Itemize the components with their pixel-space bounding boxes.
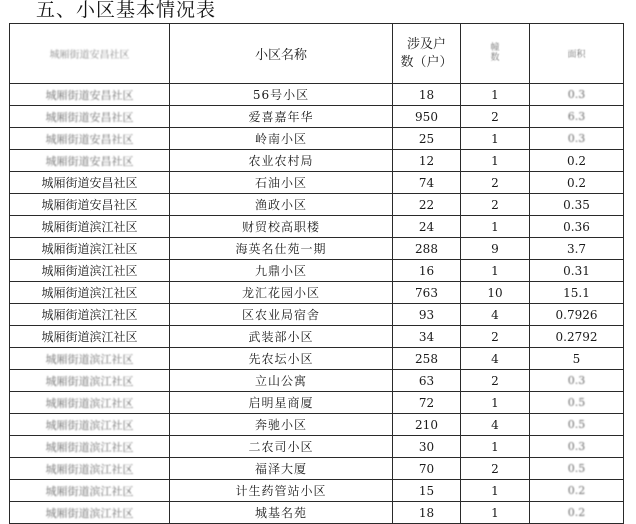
cell-area: 6.3: [530, 106, 624, 128]
cell-buildings: 1: [461, 128, 530, 150]
table-row: [10, 172, 624, 194]
cell-households: 25: [393, 128, 461, 150]
header-households: 涉及户 数（户）: [393, 24, 461, 84]
page-title: 五、小区基本情况表: [36, 0, 217, 21]
cell-households: 18: [393, 502, 461, 524]
cell-households: 18: [393, 84, 461, 106]
cell-area: 0.2: [530, 502, 624, 524]
cell-community: 城厢街道滨江社区: [10, 216, 170, 238]
cell-buildings: 2: [461, 370, 530, 392]
cell-area: 0.2: [530, 150, 624, 172]
table-row: [10, 84, 624, 106]
cell-buildings: 1: [461, 502, 530, 524]
table-row: [10, 194, 624, 216]
cell-area: 0.2: [530, 480, 624, 502]
cell-community: 城厢街道滨江社区: [10, 304, 170, 326]
cell-name: 石油小区: [170, 172, 393, 194]
cell-name: 二农司小区: [170, 436, 393, 458]
cell-area: 0.3: [530, 84, 624, 106]
cell-community: 城厢街道滨江社区: [10, 414, 170, 436]
table-row: [10, 128, 624, 150]
table-row: [10, 414, 624, 436]
cell-community: 城厢街道滨江社区: [10, 392, 170, 414]
cell-buildings: 1: [461, 436, 530, 458]
cell-area: 0.7926: [530, 304, 624, 326]
cell-name: 城基名苑: [170, 502, 393, 524]
cell-buildings: 1: [461, 392, 530, 414]
cell-community: 城厢街道安昌社区: [10, 106, 170, 128]
cell-households: 63: [393, 370, 461, 392]
cell-name: 56号小区: [170, 84, 393, 106]
cell-name: 海英名仕苑一期: [170, 238, 393, 260]
table-row: [10, 150, 624, 172]
table-row: [10, 216, 624, 238]
cell-buildings: 2: [461, 106, 530, 128]
cell-community: 城厢街道滨江社区: [10, 326, 170, 348]
cell-buildings: 1: [461, 84, 530, 106]
cell-households: 258: [393, 348, 461, 370]
cell-households: 70: [393, 458, 461, 480]
cell-community: 城厢街道安昌社区: [10, 172, 170, 194]
cell-name: 计生药管站小区: [170, 480, 393, 502]
cell-name: 先农坛小区: [170, 348, 393, 370]
cell-households: 74: [393, 172, 461, 194]
cell-area: 0.2792: [530, 326, 624, 348]
cell-area: 0.5: [530, 414, 624, 436]
cell-households: 34: [393, 326, 461, 348]
cell-area: 0.36: [530, 216, 624, 238]
table-row: [10, 348, 624, 370]
cell-buildings: 1: [461, 260, 530, 282]
cell-buildings: 1: [461, 480, 530, 502]
table-row: [10, 326, 624, 348]
cell-households: 30: [393, 436, 461, 458]
cell-community: 城厢街道滨江社区: [10, 370, 170, 392]
cell-households: 15: [393, 480, 461, 502]
cell-area: 0.3: [530, 436, 624, 458]
table-row: [10, 282, 624, 304]
cell-name: 福泽大厦: [170, 458, 393, 480]
table-row: [10, 436, 624, 458]
cell-area: 0.35: [530, 194, 624, 216]
table-row: [10, 392, 624, 414]
cell-buildings: 1: [461, 216, 530, 238]
cell-name: 农业农村局: [170, 150, 393, 172]
cell-name: 爱喜嘉年华: [170, 106, 393, 128]
cell-buildings: 2: [461, 172, 530, 194]
cell-area: 15.1: [530, 282, 624, 304]
cell-households: 288: [393, 238, 461, 260]
cell-community: 城厢街道滨江社区: [10, 238, 170, 260]
cell-name: 武装部小区: [170, 326, 393, 348]
cell-community: 城厢街道安昌社区: [10, 194, 170, 216]
cell-area: 0.5: [530, 458, 624, 480]
header-area: 面积: [530, 24, 624, 84]
header-name: 小区名称: [170, 24, 393, 84]
cell-area: 0.31: [530, 260, 624, 282]
table-body: [10, 84, 624, 524]
cell-buildings: 4: [461, 348, 530, 370]
table-row: [10, 480, 624, 502]
table-row: [10, 458, 624, 480]
table-row: [10, 260, 624, 282]
cell-buildings: 2: [461, 194, 530, 216]
cell-area: 0.2: [530, 172, 624, 194]
header-buildings: 幢数: [461, 24, 530, 84]
cell-community: 城厢街道滨江社区: [10, 458, 170, 480]
cell-name: 九鼎小区: [170, 260, 393, 282]
cell-households: 72: [393, 392, 461, 414]
cell-area: 3.7: [530, 238, 624, 260]
cell-households: 24: [393, 216, 461, 238]
cell-households: 12: [393, 150, 461, 172]
cell-households: 950: [393, 106, 461, 128]
cell-community: 城厢街道滨江社区: [10, 260, 170, 282]
community-table-container: [9, 23, 623, 524]
cell-households: 93: [393, 304, 461, 326]
cell-community: 城厢街道滨江社区: [10, 282, 170, 304]
cell-buildings: 10: [461, 282, 530, 304]
cell-buildings: 4: [461, 304, 530, 326]
cell-buildings: 4: [461, 414, 530, 436]
cell-area: 5: [530, 348, 624, 370]
cell-buildings: 2: [461, 326, 530, 348]
cell-name: 立山公寓: [170, 370, 393, 392]
cell-community: 城厢街道安昌社区: [10, 84, 170, 106]
cell-name: 奔驰小区: [170, 414, 393, 436]
cell-buildings: 1: [461, 150, 530, 172]
cell-area: 0.3: [530, 128, 624, 150]
cell-buildings: 2: [461, 458, 530, 480]
table-row: [10, 304, 624, 326]
cell-name: 财贸校高职楼: [170, 216, 393, 238]
community-table: [9, 23, 624, 524]
header-community: 城厢街道安昌社区: [10, 24, 170, 84]
cell-name: 渔政小区: [170, 194, 393, 216]
cell-name: 启明星商厦: [170, 392, 393, 414]
cell-community: 城厢街道滨江社区: [10, 436, 170, 458]
cell-area: 0.3: [530, 370, 624, 392]
table-row: [10, 370, 624, 392]
cell-households: 210: [393, 414, 461, 436]
cell-households: 763: [393, 282, 461, 304]
table-row: [10, 106, 624, 128]
cell-community: 城厢街道滨江社区: [10, 348, 170, 370]
cell-name: 岭南小区: [170, 128, 393, 150]
cell-community: 城厢街道滨江社区: [10, 480, 170, 502]
table-header-row: [10, 24, 624, 84]
cell-households: 22: [393, 194, 461, 216]
cell-buildings: 9: [461, 238, 530, 260]
cell-households: 16: [393, 260, 461, 282]
table-row: [10, 502, 624, 524]
cell-community: 城厢街道安昌社区: [10, 150, 170, 172]
cell-area: 0.5: [530, 392, 624, 414]
cell-name: 龙汇花园小区: [170, 282, 393, 304]
table-row: [10, 238, 624, 260]
cell-name: 区农业局宿舍: [170, 304, 393, 326]
cell-community: 城厢街道安昌社区: [10, 128, 170, 150]
cell-community: 城厢街道滨江社区: [10, 502, 170, 524]
